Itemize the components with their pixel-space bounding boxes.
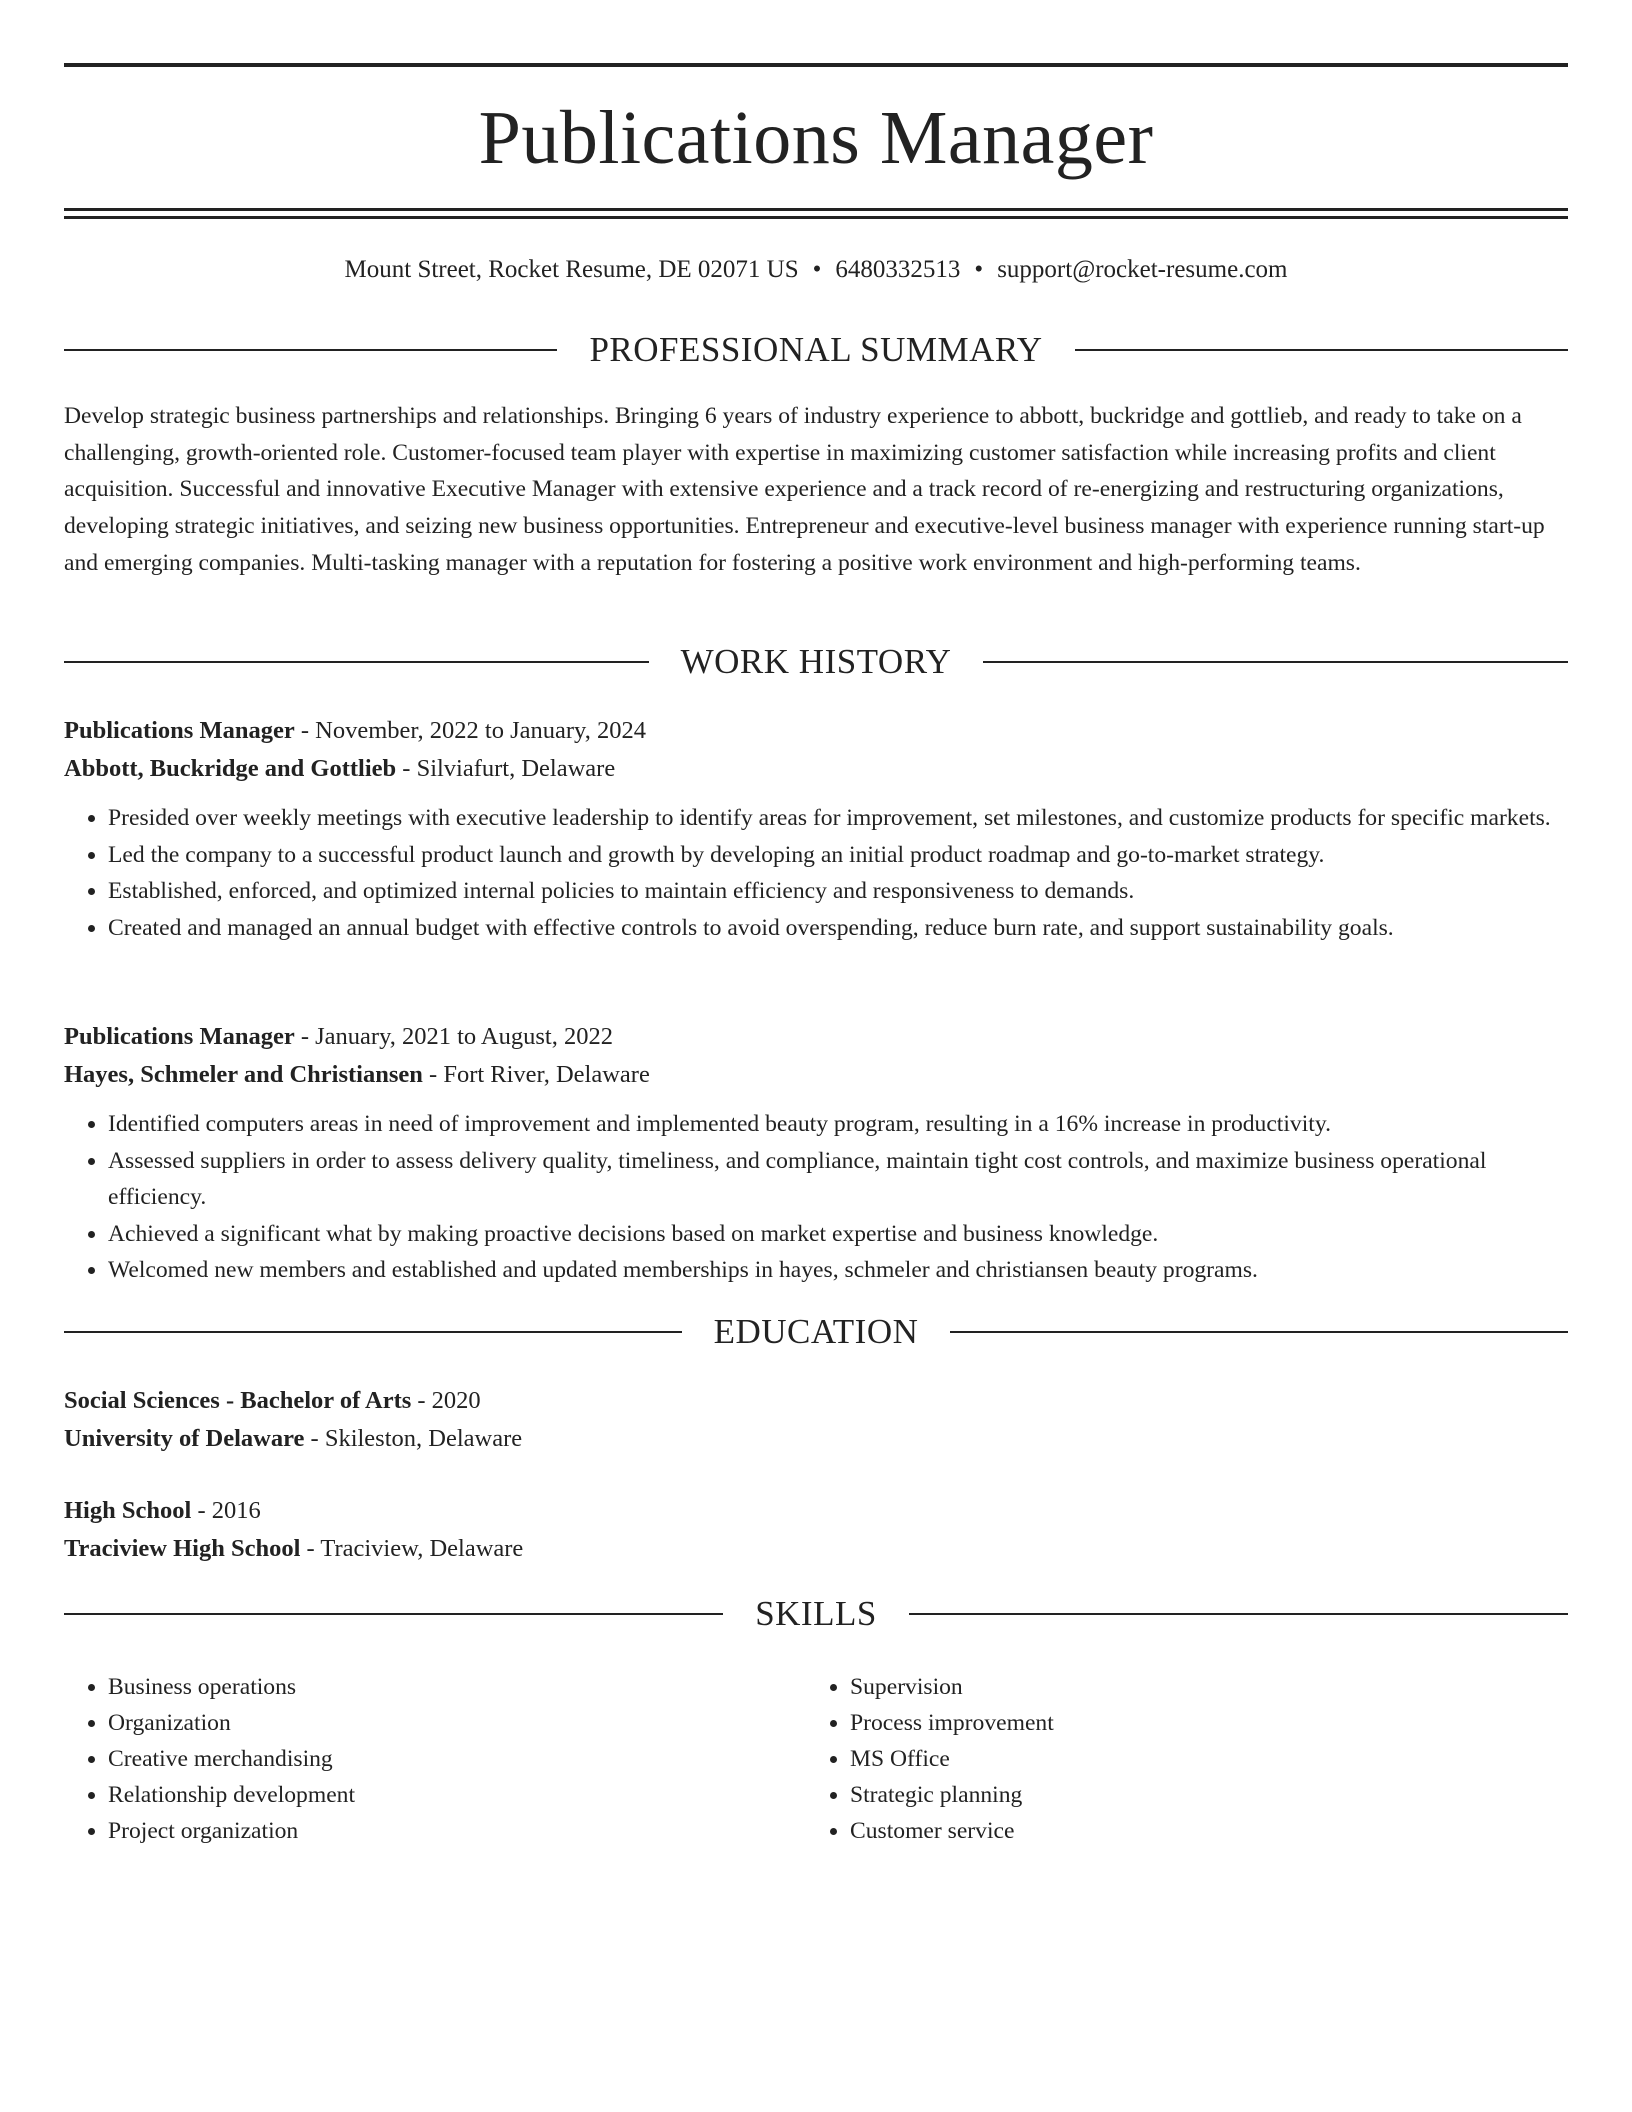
section-title: WORK HISTORY: [680, 642, 952, 681]
skill-item: • Creative merchandising: [108, 1741, 806, 1777]
job-bullet: • Presided over weekly meetings with executive leadership to identify areas for improvement, set milestones, and customize products for specific markets.: [108, 800, 1568, 837]
job-title: Publications Manager: [64, 1023, 295, 1050]
job-company-line: [64, 1056, 1568, 1094]
contact-email: support@rocket-resume.com: [997, 256, 1288, 283]
section-title: SKILLS: [755, 1594, 877, 1633]
job-company: Abbott, Buckridge and Gottlieb: [64, 755, 397, 782]
skill-item: • Supervision: [850, 1669, 1548, 1705]
school-line: [64, 1420, 1568, 1458]
skills-list-right: [806, 1669, 1548, 1849]
job-title-line: [64, 1018, 1568, 1056]
school: University of Delaware: [64, 1425, 305, 1452]
divider-line: [1075, 349, 1568, 351]
skill-item: • Project organization: [108, 1813, 806, 1849]
job-bullets: [64, 1106, 1568, 1289]
divider-line: [983, 661, 1568, 663]
title-rule-lower: [64, 216, 1568, 219]
degree-year: - 2016: [191, 1497, 261, 1524]
contact-separator: •: [974, 256, 984, 283]
divider-line: [64, 1331, 682, 1333]
school-location: - Traciview, Delaware: [300, 1535, 524, 1562]
degree: Social Sciences - Bachelor of Arts: [64, 1387, 412, 1414]
job-bullet: • Assessed suppliers in order to assess delivery quality, timeliness, and compliance, maintain tight cost controls, and maximize business operational efficiency.: [108, 1143, 1568, 1216]
job-entry: [64, 712, 1568, 946]
top-rule: [64, 63, 1568, 67]
job-bullet: • Led the company to a successful product launch and growth by developing an initial product roadmap and go-to-market strategy.: [108, 837, 1568, 874]
section-header-education: [64, 1310, 1568, 1354]
title-rule-upper: [64, 208, 1568, 211]
contact-address: Mount Street, Rocket Resume, DE 02071 US: [344, 256, 799, 283]
section-header-skills: [64, 1592, 1568, 1636]
skill-item: • Process improvement: [850, 1705, 1548, 1741]
job-location: - Silviafurt, Delaware: [396, 755, 616, 782]
degree: High School: [64, 1497, 192, 1524]
skill-item: • MS Office: [850, 1741, 1548, 1777]
summary-text: Develop strategic business partnerships and relationships. Bringing 6 years of industry experience to abbott, buckridge and gottlieb, and ready to take on a challenging, growth-oriented role. Customer-focused team player with expertise in maximizing customer satisfaction while increasing profits and client acquisition. Successful and innovative Executive Manager with extensive experience and a track record of re-energizing and restructuring organizations, developing strategic initiatives, and seizing new business opportunities. Entrepreneur and executive-level business manager with experience running start-up and emerging companies. Multi-tasking manager with a reputation for fostering a positive work environment and high-performing teams.: [64, 403, 1545, 576]
job-entry: [64, 1018, 1568, 1289]
job-company: Hayes, Schmeler and Christiansen: [64, 1061, 423, 1088]
divider-line: [64, 349, 557, 351]
contact-separator: •: [812, 256, 822, 283]
divider-line: [950, 1331, 1568, 1333]
job-bullet: • Established, enforced, and optimized internal policies to maintain efficiency and responsiveness to demands.: [108, 873, 1568, 910]
school: Traciview High School: [64, 1535, 301, 1562]
job-title: Publications Manager: [64, 717, 295, 744]
section-header-work: [64, 640, 1568, 684]
job-dates: - November, 2022 to January, 2024: [294, 717, 646, 744]
degree-year: - 2020: [411, 1387, 481, 1414]
job-dates: - January, 2021 to August, 2022: [294, 1023, 613, 1050]
school-location: - Skileston, Delaware: [304, 1425, 523, 1452]
job-title-line: [64, 712, 1568, 750]
job-location: - Fort River, Delaware: [422, 1061, 650, 1088]
degree-line: [64, 1382, 1568, 1420]
section-title: PROFESSIONAL SUMMARY: [589, 330, 1043, 369]
job-bullet: • Welcomed new members and established and updated memberships in hayes, schmeler and christiansen beauty programs.: [108, 1252, 1568, 1289]
school-line: [64, 1530, 1568, 1568]
section-title: EDUCATION: [713, 1312, 919, 1351]
education-entry: [64, 1492, 1568, 1568]
education-entry: [64, 1382, 1568, 1458]
skill-item: • Business operations: [108, 1669, 806, 1705]
job-bullets: [64, 800, 1568, 946]
skill-item: • Strategic planning: [850, 1777, 1548, 1813]
contact-phone: 6480332513: [835, 256, 961, 283]
divider-line: [64, 1613, 723, 1615]
skills-list-left: [64, 1669, 806, 1849]
job-bullet: • Created and managed an annual budget with effective controls to avoid overspending, reduce burn rate, and support sustainability goals.: [108, 910, 1568, 947]
degree-line: [64, 1492, 1568, 1530]
job-bullet: • Identified computers areas in need of improvement and implemented beauty program, resulting in a 16% increase in productivity.: [108, 1106, 1568, 1143]
contact-line: [64, 252, 1568, 288]
divider-line: [909, 1613, 1568, 1615]
section-header-summary: [64, 328, 1568, 372]
skill-item: • Relationship development: [108, 1777, 806, 1813]
divider-line: [64, 661, 649, 663]
job-bullet: • Achieved a significant what by making proactive decisions based on market expertise and business knowledge.: [108, 1216, 1568, 1253]
resume-title: Publications Manager: [478, 96, 1154, 180]
skill-item: • Organization: [108, 1705, 806, 1741]
job-company-line: [64, 750, 1568, 788]
skill-item: • Customer service: [850, 1813, 1548, 1849]
skills-columns: [64, 1669, 1568, 1849]
